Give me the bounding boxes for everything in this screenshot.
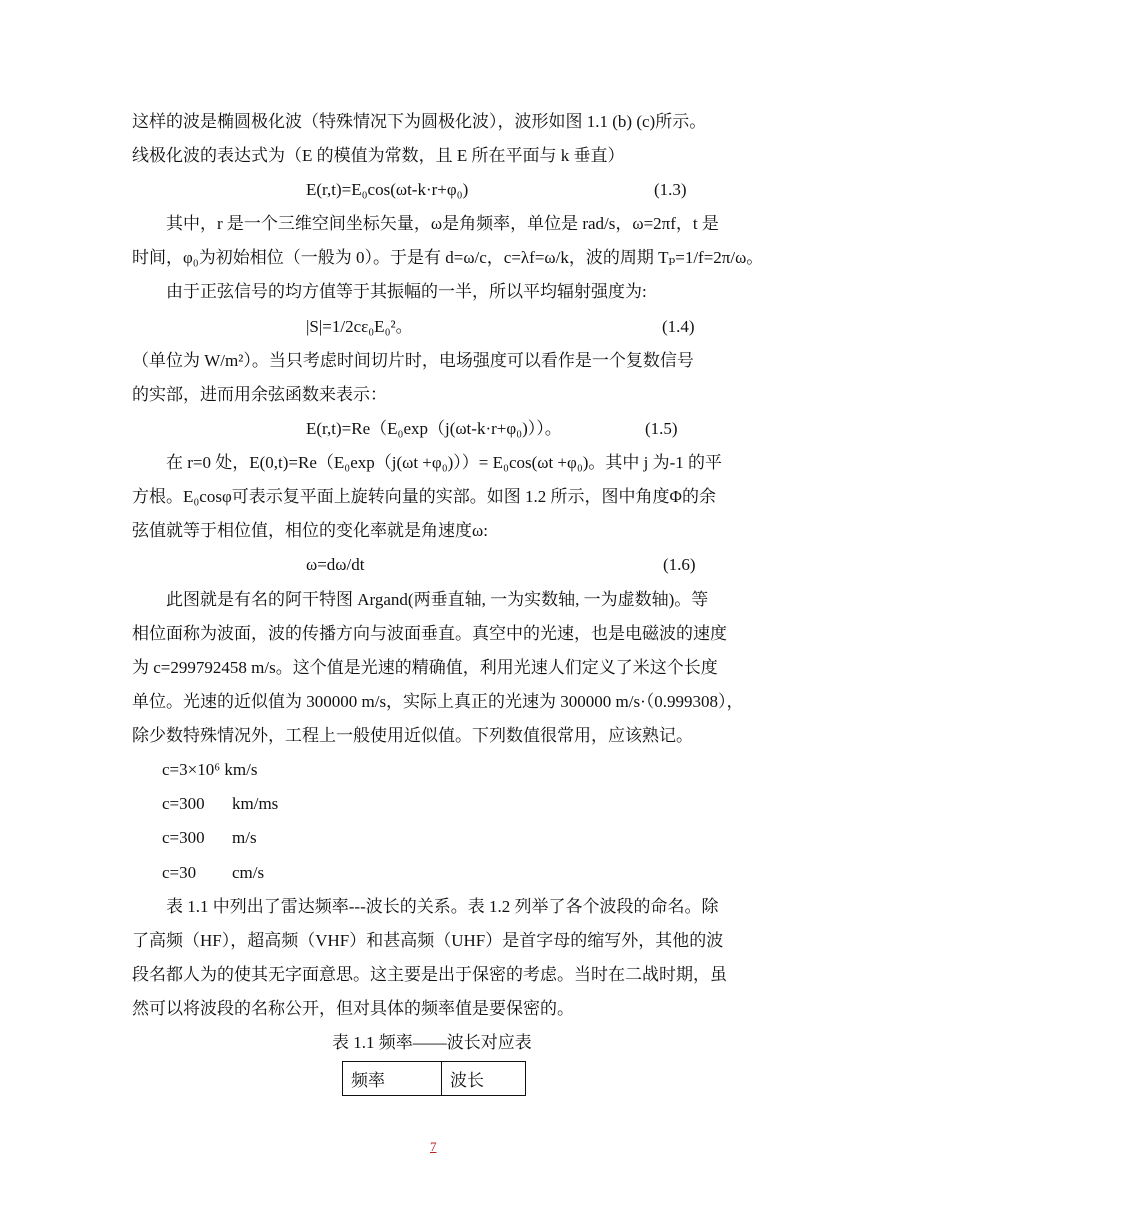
paragraph-line: 其中，r 是一个三维空间坐标矢量，ω是角频率，单位是 rad/s，ω=2πf，t 是 bbox=[166, 214, 719, 233]
paragraph-line: 这样的波是椭圆极化波（特殊情况下为圆极化波），波形如图 1.1 (b) (c)所示。 bbox=[132, 112, 707, 131]
equation-1-5: E(r,t)=Re（E₀exp（j(ωt-k·r+φ₀)））。 bbox=[306, 419, 562, 438]
equation-1-4: |S|=1/2cε₀E₀²。 bbox=[306, 317, 413, 336]
table-row bbox=[343, 1062, 526, 1096]
table-header-frequency: 频率 bbox=[343, 1062, 442, 1096]
equation-number: (1.4) bbox=[662, 317, 695, 336]
paragraph-line: 单位。光速的近似值为 300000 m/s，实际上真正的光速为 300000 m/s·（0.999308）， bbox=[132, 692, 744, 711]
equation-number: (1.3) bbox=[654, 180, 687, 199]
equation-number: (1.5) bbox=[645, 419, 678, 438]
table-header-wavelength: 波长 bbox=[442, 1062, 526, 1096]
paragraph-line: 在 r=0 处，E(0,t)=Re（E₀exp（j(ωt +φ₀)））= E₀cos(ωt +φ₀)。其中 j 为-1 的平 bbox=[166, 453, 723, 472]
paragraph-line: 弦值就等于相位值，相位的变化率就是角速度ω: bbox=[132, 521, 488, 540]
paragraph-line: 表 1.1 中列出了雷达频率---波长的关系。表 1.2 列举了各个波段的命名。除 bbox=[166, 897, 719, 916]
frequency-wavelength-table bbox=[342, 1061, 526, 1096]
paragraph-line: 为 c=299792458 m/s。这个值是光速的精确值，利用光速人们定义了米这个长度 bbox=[132, 658, 718, 677]
constant-value: c=30 bbox=[162, 863, 197, 882]
paragraph-line: （单位为 W/m²）。当只考虑时间切片时，电场强度可以看作是一个复数信号 bbox=[132, 351, 694, 370]
paragraph-line: 除少数特殊情况外，工程上一般使用近似值。下列数值很常用，应该熟记。 bbox=[132, 726, 693, 745]
constant-line: c=3×10⁶ km/s bbox=[162, 760, 258, 779]
paragraph-line: 由于正弦信号的均方值等于其振幅的一半，所以平均辐射强度为: bbox=[166, 282, 647, 301]
equation-1-6: ω=dω/dt bbox=[306, 555, 365, 574]
page-number[interactable]: 7 bbox=[430, 1139, 437, 1154]
paragraph-line: 此图就是有名的阿干特图 Argand(两垂直轴, 一为实数轴, 一为虚数轴)。等 bbox=[166, 590, 709, 609]
constant-unit: km/ms bbox=[232, 794, 279, 813]
paragraph-line: 线极化波的表达式为（E 的模值为常数，且 E 所在平面与 k 垂直） bbox=[132, 146, 625, 165]
constant-value: c=300 bbox=[162, 794, 205, 813]
paragraph-line: 了高频（HF），超高频（VHF）和甚高频（UHF）是首字母的缩写外，其他的波 bbox=[132, 931, 724, 950]
constant-unit: cm/s bbox=[232, 863, 265, 882]
equation-number: (1.6) bbox=[663, 555, 696, 574]
constant-unit: m/s bbox=[232, 828, 257, 847]
paragraph-line: 方根。E₀cosφ可表示复平面上旋转向量的实部。如图 1.2 所示，图中角度Φ的余 bbox=[132, 487, 716, 506]
constant-value: c=300 bbox=[162, 828, 205, 847]
table-caption: 表 1.1 频率——波长对应表 bbox=[332, 1033, 532, 1052]
paragraph-line: 段名都人为的使其无字面意思。这主要是出于保密的考虑。当时在二战时期，虽 bbox=[132, 965, 727, 984]
paragraph-line: 然可以将波段的名称公开，但对具体的频率值是要保密的。 bbox=[132, 999, 574, 1018]
equation-1-3: E(r,t)=E₀cos(ωt-k·r+φ₀) bbox=[306, 180, 469, 199]
paragraph-line: 的实部，进而用余弦函数来表示： bbox=[132, 385, 387, 404]
paragraph-line: 时间，φ₀为初始相位（一般为 0）。于是有 d=ω/c，c=λf=ω/k，波的周期 Tₚ=1/f=2π/ω。 bbox=[132, 248, 764, 267]
paragraph-line: 相位面称为波面，波的传播方向与波面垂直。真空中的光速，也是电磁波的速度 bbox=[132, 624, 727, 643]
